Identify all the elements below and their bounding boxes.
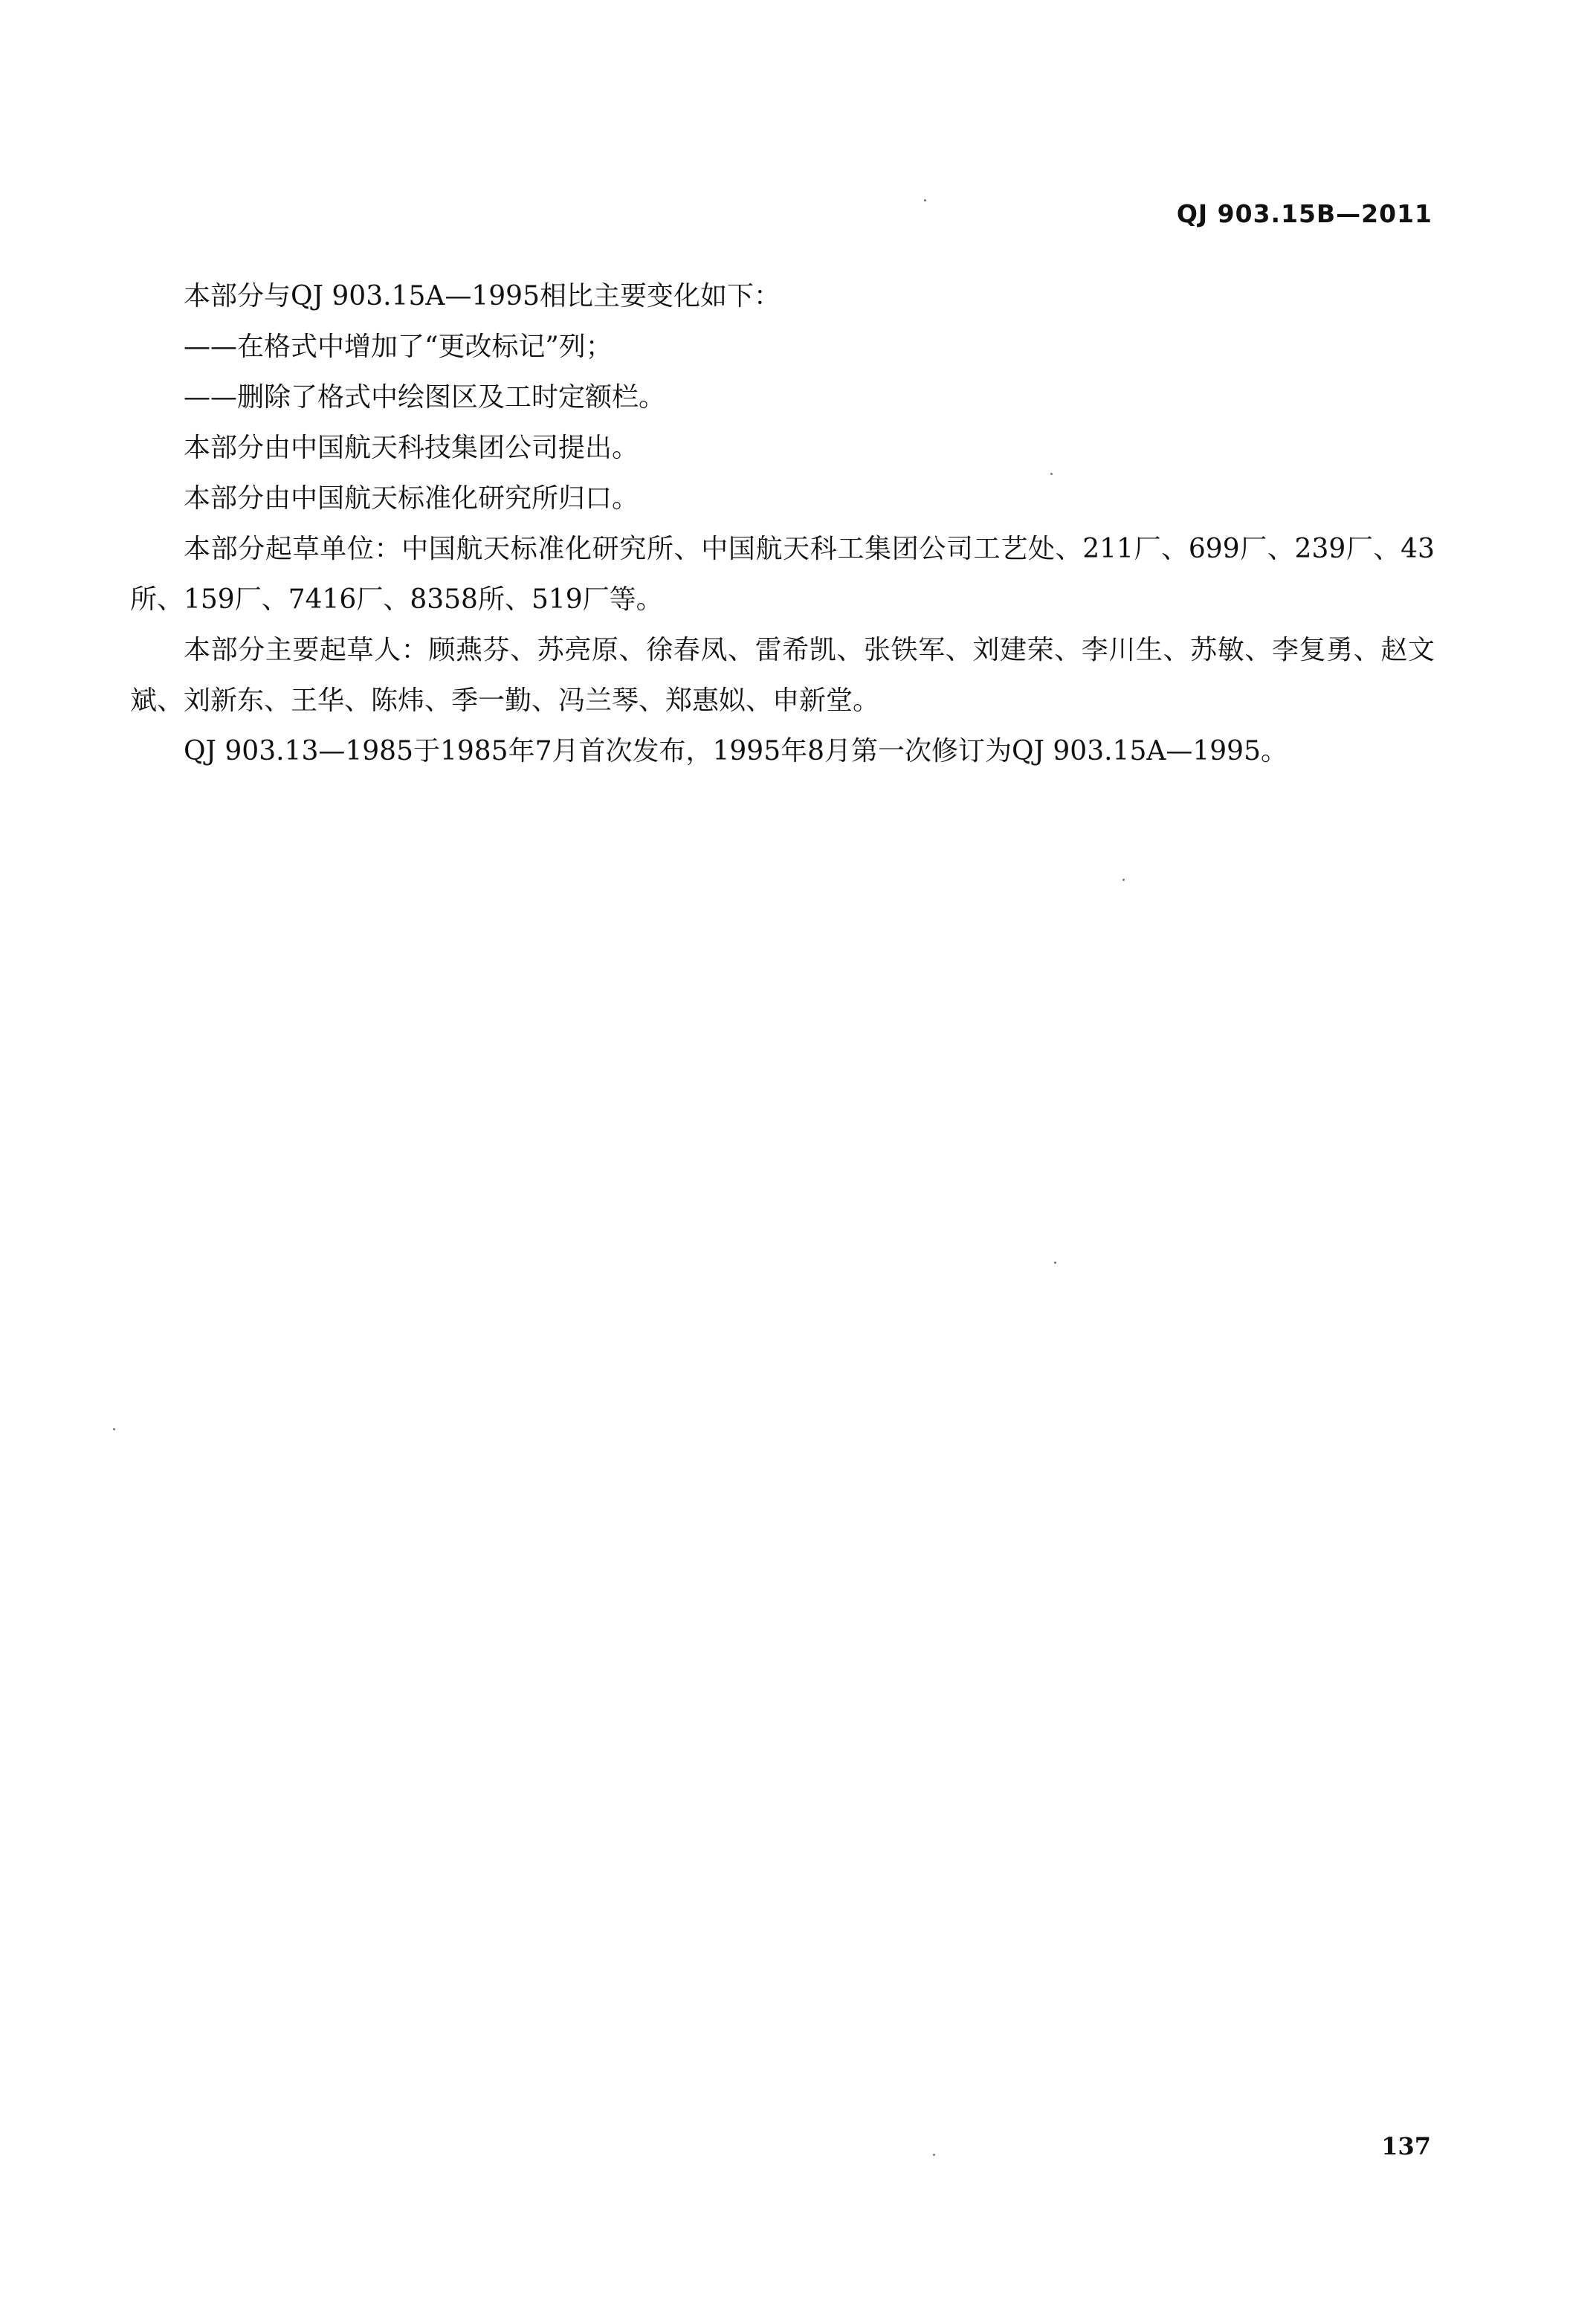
paragraph-drafters: 本部分主要起草人：顾燕芬、苏亮原、徐春凤、雷希凯、张铁军、刘建荣、李川生、苏敏、李复勇、赵文斌、刘新东、王华、陈炜、季一勤、冯兰琴、郑惠姒、申新堂。: [130, 635, 1435, 716]
paragraph-proposer: 本部分由中国航天科技集团公司提出。: [184, 433, 639, 463]
paragraph-change-item-1: ——在格式中增加了“更改标记”列；: [184, 332, 613, 362]
scan-speck: [1122, 879, 1125, 881]
paragraph-administrator: 本部分由中国航天标准化研究所归口。: [184, 483, 639, 514]
paragraph-changes-intro: 本部分与QJ 903.15A—1995相比主要变化如下：: [184, 281, 781, 311]
scan-speck: [1054, 1262, 1056, 1264]
foreword-body: [130, 271, 1435, 777]
paragraph-drafting-units: 本部分起草单位：中国航天标准化研究所、中国航天科工集团公司工艺处、211厂、699厂、239厂、43所、159厂、7416厂、8358所、519厂等。: [130, 534, 1435, 615]
paragraph-change-item-2: ——删除了格式中绘图区及工时定额栏。: [184, 382, 666, 413]
scan-speck: [113, 1428, 115, 1430]
paragraph-history: QJ 903.13—1985于1985年7月首次发布，1995年8月第一次修订为QJ 903.15A—1995。: [184, 736, 1288, 766]
document-code: QJ 903.15B—2011: [1176, 199, 1432, 228]
scan-speck: [933, 2154, 935, 2156]
scan-speck: [924, 199, 926, 201]
scan-speck: [1050, 473, 1053, 475]
page-number: 137: [1381, 2132, 1431, 2160]
